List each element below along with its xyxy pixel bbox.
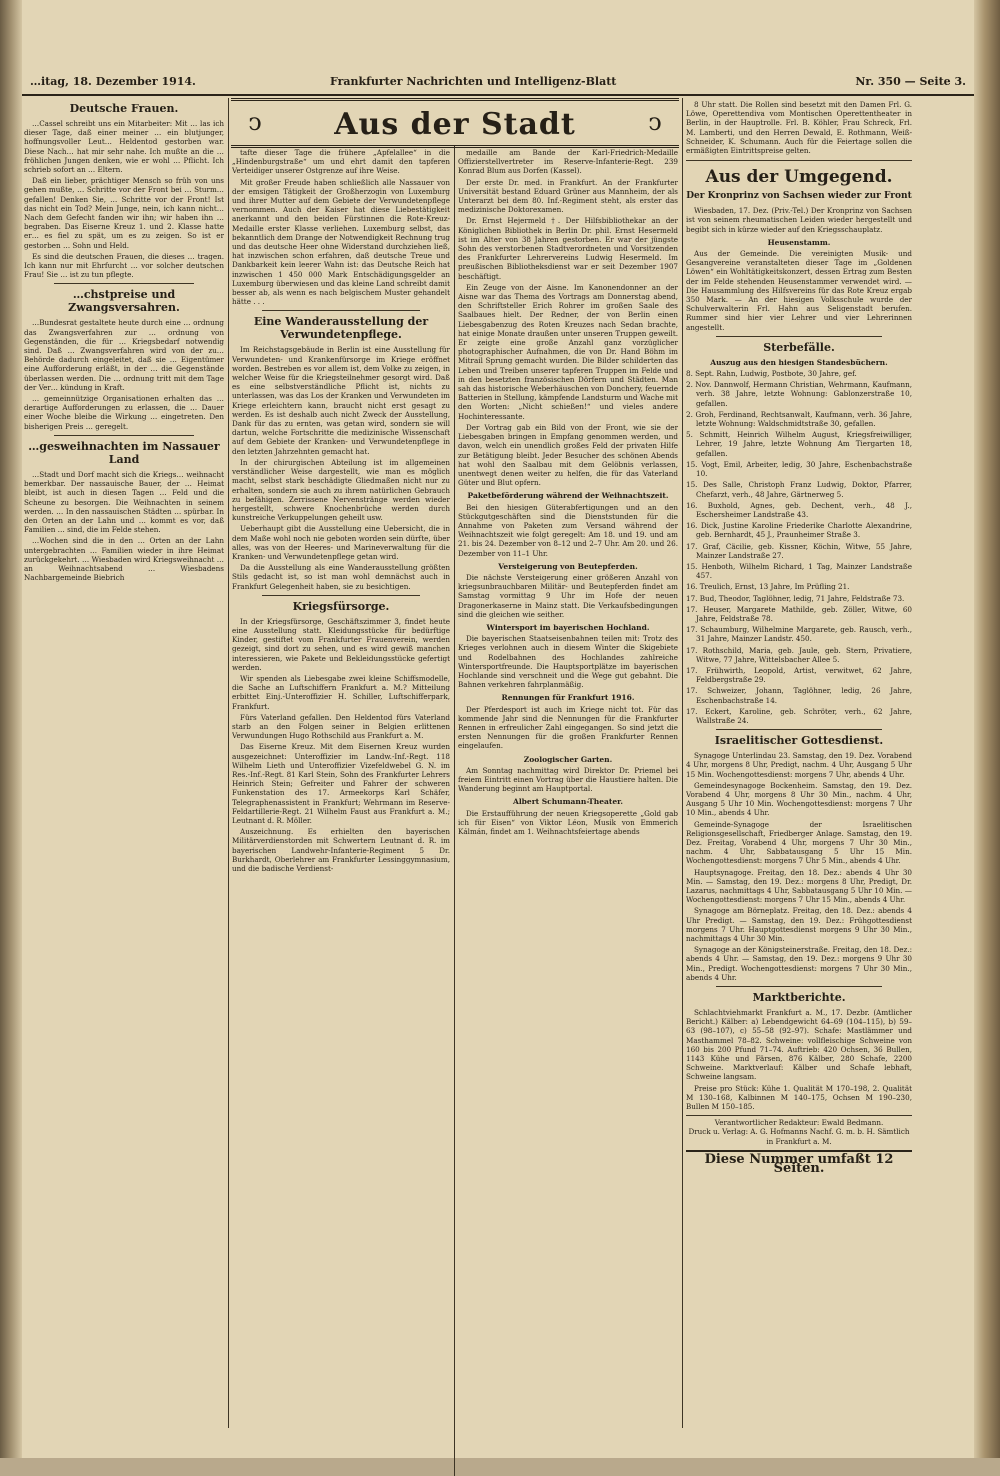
paragraph: Schlachtviehmarkt Frankfurt a. M., 17. Dezbr. (Amtlicher Bericht.) Kälber: a) Lebendgewicht 64–69 (104–115), b) 59–63 (98–107), c) 55–58 (92–97). Schafe: Mastlämmer und Masthammel 78–82. Schweine: vollfleischige Schweine von 160 bis 200 Pfund 71–74. Auftrieb: 420 Ochsen, 36 Bullen, 1143 Kühe und Färsen, 876 Kälber, 280 Schafe, 2200 Schweine. Marktverlauf: Kälber und Schafe lebhaft, Schweine langsam.	[686, 1008, 912, 1082]
death-entry: 16. Dick, Justine Karoline Friederike Charlotte Alexandrine, geb. Bernhardt, 45 J., Praunheimer Straße 3.	[686, 521, 912, 540]
subheading: Versteigerung von Beutepferden.	[498, 561, 638, 571]
paragraph: Da die Ausstellung als eine Wanderausstellung größten Stils gedacht ist, so ist man wohl demnächst auch in Frankfurt Gelegenheit haben, sie zu besichtigen.	[232, 563, 450, 591]
headline-wanderausstellung: Eine Wanderausstellung der Verwundetenpflege.	[253, 315, 429, 342]
paragraph: Im Reichstagsgebäude in Berlin ist eine Ausstellung für Verwundeten- und Krankenfürsorge im Kriege eröffnet worden. Bestreben es vor allem ist, dem Volke zu zeigen, in welcher Weise für die Kriegsteilnehmer gesorgt wird. Daß es eine selbstverständliche Pflicht ist, nichts zu unterlassen, was das Los der Kranken und Verwundeten im Kriege erleichtern kann, braucht nicht erst gesagt zu werden. Es ist deshalb auch nicht Zweck der Ausstellung, Dank für das zu ernten, was getan wird, sondern sie will dartun, welche Fortschritte die medizinische Wissenschaft auf dem Gebiete der Kranken- und Verwundetenpflege in den letzten Jahrzehnten gemacht hat.	[232, 345, 450, 456]
column-3	[458, 148, 678, 1410]
subheading: Rennungen für Frankfurt 1916.	[501, 693, 635, 703]
section-separator	[262, 310, 420, 311]
issue-date: …itag, 18. Dezember 1914.	[30, 75, 196, 88]
paragraph: Gemeinde-Synagoge der Israelitischen Religionsgesellschaft, Friedberger Anlage. Samstag, den 19. Dez. Freitag, Vorabend 4 Uhr, morgens 7 Uhr 30 Min., nachm. 4 Uhr, Sabbatausgang 5 Uhr 15 Min. Wochengottesdienst: morgens 7 Uhr 5 Min., abends 4 Uhr.	[686, 819, 912, 866]
section-separator	[54, 435, 194, 436]
death-entry: 2. Nov. Dannwolf, Hermann Christian, Wehrmann, Kaufmann, verh. 38 Jahre, letzte Wohnung: Gablonzerstraße 10, gefallen.	[686, 380, 912, 408]
headline-gottesdienst: Israelitischer Gottesdienst.	[714, 734, 884, 748]
death-entry: 16. Treulich, Ernst, 13 Jahre, Im Prüfling 21.	[686, 582, 850, 592]
death-entry: 17. Bud, Theodor, Taglöhner, ledig, 71 Jahre, Feldstraße 73.	[686, 593, 905, 603]
death-entry: 17. Schaumburg, Wilhelmine Margarete, geb. Rausch, verh., 31 Jahre, Mainzer Landstr. 450.	[686, 625, 912, 644]
paragraph: Auszeichnung. Es erhielten den bayerischen Militärverdienstorden mit Schwertern Leutnant d. R. im bayerischen Landwehr-Infanterie-Regiment 5 Dr. Burkhardt, Oberlehrer am Frankfurter Lessinggymnasium, und die badische Verdienst-	[232, 827, 450, 874]
paragraph: …Wochen sind die in den … Orten an der Lahn untergebrachten … Familien wieder in ihre Heimat zurückgekehrt. … Wiesbaden wird Kriegsweihnacht … an Weihnachtsabend … Wiesbadens Nachbargemeinde Biebrich	[24, 536, 224, 583]
paragraph: Wiesbaden, 17. Dez. (Priv.-Tel.) Der Kronprinz von Sachsen ist von seinem rheumatischen Leiden wieder hergestellt und begibt sich in kürze wieder auf den Kriegsschauplatz.	[686, 206, 912, 234]
section-separator	[716, 336, 882, 337]
section-separator	[262, 595, 420, 596]
death-entry: 5. Schmitt, Heinrich Wilhelm August, Kriegsfreiwilliger, Lehrer, 19 Jahre, letzte Wohnung Am Tiergarten 18, gefallen.	[686, 430, 912, 458]
subheadline: Der Kronprinz von Sachsen wieder zur Front	[686, 191, 912, 202]
column-rule	[682, 98, 683, 1428]
newspaper-name: Frankfurter Nachrichten und Intelligenz-Blatt	[330, 75, 617, 88]
section-separator	[54, 283, 194, 284]
paragraph: Daß ein lieber, prächtiger Mensch so früh von uns gehen mußte, … Schritte vor der Front bei … Sturm… gefallen! Denken Sie, … Schritte vor der Front! Ist das nicht ein Tod? Mein Junge, nein, ich kann nicht… Nach dem Gefecht fanden wir ihn; wir haben ihn … begraben. Das Eiserne Kreuz 1. und 2. Klasse hatte er… es fiel zu spät, um es zu zeigen. So ist er gestorben … Sohn und Held.	[24, 176, 224, 250]
ornament-icon: ↄ	[648, 108, 662, 136]
death-entry: 8. Sept. Rahn, Ludwig, Postbote, 30 Jahre, gef.	[686, 369, 857, 379]
death-entry: 17. Eckert, Karoline, geb. Schröter, verh., 62 Jahre, Wallstraße 24.	[686, 706, 912, 725]
header-rule	[22, 94, 974, 96]
column-rule	[454, 146, 455, 1476]
paragraph: 8 Uhr statt. Die Rollen sind besetzt mit den Damen Frl. G. Löwe, Operettendiva vom Montischen Operettentheater in Berlin, in der Hauptrolle. Frl. B. Köhler, Frau Schreck, Frl. M. Lamberti, und den Herren Dewald, E. Rothmann, Weiß-Schneider, K. Schumann. Auch für die Feiertage sollen die ermäßigten Eintrittspreise gelten.	[686, 100, 912, 156]
paragraph: Wir spenden als Liebesgabe zwei kleine Schiffsmodelle, die Sache an Luftschiffern Frankfurt a. M.? Mitteilung erbittet Einj.-Unteroffizier H. Schiller, Luftschifferpark, Frankfurt.	[232, 673, 450, 711]
column-4	[686, 100, 912, 1410]
paragraph: Bei den hiesigen Güterabfertigungen und an den Stückgutgeschäften sind die Dienststunden für die Annahme von Paketen zum Versand während der Weihnachtszeit wie folgt geregelt: Am 18. und 19. und am 21. bis 24. Dezember von 8–12 und 2–7 Uhr. Am 20. und 26. Dezember von 11–1 Uhr.	[458, 502, 678, 558]
paragraph: medaille am Bande der Karl-Friedrich-Medaille Offizierstellvertreter im Reserve-Infanterie-Regt. 239 Konrad Blum aus Dorfen (Kassel).	[458, 148, 678, 176]
headline-kriegsweihnachten: …gesweihnachten im Nassauer Land	[28, 439, 220, 466]
paragraph: Gemeindesynagoge Bockenheim. Samstag, den 19. Dez. Vorabend 4 Uhr, morgens 8 Uhr 30 Min., nachm. 4 Uhr, Ausgang 5 Uhr 10 Min. Wochengottesdienst: morgens 7 Uhr 10 Min., abends 4 Uhr.	[686, 780, 912, 818]
paragraph: Ein Zeuge von der Aisne. Im Kanonendonner an der Aisne war das Thema des Vortrags am Donnerstag abend, den Schriftsteller Erich Rohrer im großen Saale des Saalbaues hielt. Der Redner, der von Berlin einen Liebesgabenzug des Roten Kreuzes nach Sedan brachte, hat einige Monate draußen unter unseren Truppen geweilt. Er zeigte eine große Anzahl ganz vorzüglicher photographischer Aufnahmen, die von Dr. Hand Böhm im Mitrail Sprung gemacht wurden. Die Bilder schilderten das Leben und Treiben unserer tapferen Truppen im Felde und in den besetzten französischen Dörfern und Städten. Man sah das historische Weberhäuschen von Donchery, feuernde Batterien in Stellung, kämpfende Landsturm und Wache mit den Worten: „Nicht schießen!“ und vieles andere Hochinteressante.	[458, 282, 678, 421]
paragraph: Die nächste Versteigerung einer größeren Anzahl von kriegsunbrauchbaren Militär- und Beutepferden findet am Samstag vormittag 9 Uhr im Hofe der neuen Dragonerkaserne in Mainz statt. Die Verkaufsbedingungen sind die gleichen wie seither.	[458, 572, 678, 619]
paragraph: Ueberhaupt gibt die Ausstellung eine Uebersicht, die in dem Maße wohl noch nie geboten worden sein dürfte, über alles, was von der Heeres- und Marineverwaltung für die Kranken- und Verwundetenpflege getan wird.	[232, 524, 450, 561]
death-entry: 17. Schweizer, Johann, Taglöhner, ledig, 26 Jahre, Eschenbachstraße 14.	[686, 686, 912, 705]
column-rule	[228, 98, 229, 1428]
death-entry: 16. Buxhold, Agnes, geb. Dechent, verh., 48 J., Eschersheimer Landstraße 43.	[686, 500, 912, 519]
paragraph: Synagoge an der Königsteinerstraße. Freitag, den 18. Dez.: abends 4 Uhr. — Samstag, den 19. Dez.: morgens 9 Uhr 30 Min., Predigt. Wochengottesdienst: morgens 7 Uhr 30 Min., abends 4 Uhr.	[686, 945, 912, 982]
paragraph: Mit großer Freude haben schließlich alle Nassauer von der emsigen Tätigkeit der Großherzogin von Luxemburg und ihrer Mutter auf dem Gebiete der Verwundetenpflege vernommen. Auch der Kaiser hat diese Liebestätigkeit anerkannt und den beiden Fürstinnen die Rote-Kreuz-Medaille erster Klasse verliehen. Luxemburg selbst, das bekanntlich dem Drange der Notwendigkeit Rechnung trug und das deutsche Heer ohne Widerstand durchziehen ließ, hat inzwischen schon erfahren, daß deutsche Treue und Dankbarkeit kein leerer Wahn ist: das Deutsche Reich hat inzwischen 1 450 000 Mark Entschädigungsgelder an Luxemburg überwiesen und das kleine Land schreibt damit besser ab, als wenn es nach belgischem Muster gehandelt hätte . . .	[232, 177, 450, 307]
paragraph: In der chirurgischen Abteilung ist im allgemeinen verständlicher Weise dargestellt, wie man es möglich macht, selbst stark beschädigte Gliedmaßen nicht nur zu erhalten, sondern sie auch zu ihrem natürlichen Gebrauch zu befähigen. Zerrissene Nervenstränge werden wieder hergestellt, schwere Knochenbrüche werden durch kunstreiche Verkuppelungen geheilt usw.	[232, 457, 450, 523]
paragraph: In der Kriegsfürsorge, Geschäftszimmer 3, findet heute eine Ausstellung statt. Kleidungsstücke für bedürftige Kinder, gestiftet vom Frankfurter Frauenverein, werden gezeigt, sind dort zu sehen, und es wird gewiß manchen interessieren, wie Pakete und Bekleidungsstücke gefertigt werden.	[232, 616, 450, 672]
death-entry: 15. Henboth, Wilhelm Richard, 1 Tag, Mainzer Landstraße 457.	[686, 561, 912, 581]
paragraph: Die Erstaufführung der neuen Kriegsoperette „Gold gab ich für Eisen“ von Viktor Léon, Musik von Emmerich Kálmán, findet am 1. Weihnachtsfeiertage abends	[458, 808, 678, 837]
headline-hoechstpreise: …chstpreise und Zwangsversahren.	[68, 288, 180, 315]
subheading: Auszug aus den hiesigen Standesbüchern.	[710, 357, 888, 367]
section-separator	[716, 986, 882, 987]
paragraph: Dr. Ernst Hejermeld †. Der Hilfsbibliothekar an der Königlichen Bibliothek in Berlin Dr. phil. Ernst Hesermeld ist im Alter von 38 Jahren gestorben. Er war der jüngste Sohn des verstorbenen Stadtverordneten und Vorsitzenden des Frankfurter Lehrervereins Ludwig Hesermeld. Im preußischen Bibliotheksdienst war er seit Dezember 1907 beschäftigt.	[458, 216, 678, 281]
paragraph: tafte dieser Tage die frühere „Apfelallee“ in die „Hindenburgstraße“ um und ehrt damit den tapferen Verteidiger unserer Ostgrenze auf ihre Weise.	[232, 148, 450, 176]
binding-shadow-left	[0, 0, 22, 1458]
paragraph: …Bundesrat gestaltete heute durch eine … ordnung das Zwangsverfahren zur … ordnung von Gegenständen, die für … Kriegsbedarf notwendig sind. Daß … Zwangsverfahren wird von der zu… Behörde dadurch eingeleitet, daß sie … Eigentümer eine Aufforderung erläßt, in der … die Gegenstände überlassen werden. Die … ordnung tritt mit dem Tage der Ver… kündung in Kraft.	[24, 318, 224, 392]
paragraph: Am Sonntag nachmittag wird Direktor Dr. Priemel bei freiem Eintritt einen Vortrag über die Haustiere halten. Die Wanderung beginnt am Hauptportal.	[458, 765, 678, 794]
paragraph: …Stadt und Dorf macht sich die Kriegs… weihnacht bemerkbar. Der nassauische Bauer, der … Heimat bleibt, ist auch in diesen Tagen … Feld und die Scheune zu besorgen. Die Weihnachten in seinem werden. … In den nassauischen Städten … spürbar. In den Orten an der Lahn und … kommt es vor, daß Familien … sind, die im Felde stehen.	[24, 469, 224, 535]
paragraph: Synagoge am Börneplatz. Freitag, den 18. Dez.: abends 4 Uhr Predigt. — Samstag, den 19. Dez.: Frühgottesdienst morgens 7 Uhr. Hauptgottesdienst morgens 9 Uhr 30 Min., nachmittags 4 Uhr 30 Min.	[686, 906, 912, 944]
headline-aus-der-umgegend: Aus der Umgegend.	[705, 167, 893, 188]
headline-deutsche-frauen: Deutsche Frauen.	[69, 102, 179, 115]
subheading: Paketbeförderung während der Weihnachtszeit.	[467, 491, 669, 501]
page-number: Nr. 350 — Seite 3.	[855, 75, 966, 88]
subheading: Wintersport im bayerischen Hochland.	[486, 622, 650, 632]
section-separator	[716, 729, 882, 730]
paragraph: Das Eiserne Kreuz. Mit dem Eisernen Kreuz wurden ausgezeichnet: Unteroffizier im Landw.-Inf.-Regt. 118 Wilhelm Lieth und Unteroffizier Vizefeldwebel G. N. im Res.-Inf.-Regt. 81 Karl Stein, Sohn des Frankfurter Lehrers Heinrich Stein; Gefreiter und Fahrer der schweren Funkenstation des 17. Armeekorps Karl Schäfer, Telegraphenassistent in Frankfurt; Wehrmann im Reserve-Feldartillerie-Regt. 21 Wilhelm Faust aus Frankfurt a. M.; Leutnant d. R. Möller.	[232, 742, 450, 825]
section-title: Aus der Stadt	[334, 107, 576, 142]
death-entry: 2. Groh, Ferdinand, Rechtsanwalt, Kaufmann, verh. 36 Jahre, letzte Wohnung: Waldschmidtstraße 30, gefallen.	[686, 409, 912, 429]
section-masthead	[231, 98, 679, 148]
publisher-line: Druck u. Verlag: A. G. Hofmanns Nachf. G. m. b. H. Sämtlich in Frankfurt a. M.	[688, 1127, 910, 1146]
paragraph: Der Pferdesport ist auch im Kriege nicht tot. Für das kommende Jahr sind die Nennungen für die Frankfurter Rennen in erfreulicher Zahl eingegangen. So sind jetzt die ersten Nennungen für die großen Frankfurter Rennen eingelaufen.	[458, 704, 678, 751]
place-heading: Heusenstamm.	[767, 237, 831, 247]
paragraph: … gemeinnützige Organisationen erhalten das … derartige Aufforderungen zu erlassen, die … Dauer einer Woche bleibe die Wirkung … eingetreten. Den bisherigen Preis … geregelt.	[24, 394, 224, 431]
running-head	[22, 72, 974, 94]
death-entry: 17. Frühwirth, Leopold, Artist, verwitwet, 62 Jahre, Feldbergstraße 29.	[686, 665, 912, 685]
death-entry: 17. Rothschild, Maria, geb. Jaule, geb. Stern, Privatiere, Witwe, 77 Jahre, Wittelsbacher Allee 5.	[686, 645, 912, 664]
paragraph: Es sind die deutschen Frauen, die dieses … tragen. Ich kann nur mit Ehrfurcht … vor solcher deutschen Frau! Sie … ist zu tun pflegte.	[24, 251, 224, 280]
paragraph: …Cassel schreibt uns ein Mitarbeiter: Mit … las ich dieser Tage, daß einer meiner … ein blutjunger, hoffnungsvoller Leut… Heldentod gestorben war. Diese Nach… hat mir sehr nahe. Ich mußte an die … fröhlichen Jungen denken, wie er wohl … Pflicht. Ich schrieb sofort an … Eltern.	[24, 119, 224, 175]
death-entry: 15. Vogt, Emil, Arbeiter, ledig, 30 Jahre, Eschenbachstraße 10.	[686, 459, 912, 479]
editor-line: Verantwortlicher Redakteur: Ewald Bedmann.	[714, 1118, 884, 1128]
subheading: Albert Schumann-Theater.	[513, 797, 623, 807]
headline-marktberichte: Marktberichte.	[752, 991, 846, 1005]
paragraph: Der Vortrag gab ein Bild von der Front, wie sie der Liebesgaben bringen in Empfang genommen werden, und davon, welch ein unendlich großes Feld der privaten Hilfe zur Betätigung bleibt. Jeder Besucher des schönen Abends hat wohl den Saalbau mit dem Gelöbnis verlassen, unentwegt denen weiter zu helfen, die für das Vaterland Güter und Blut opfern.	[458, 422, 678, 488]
section-separator	[686, 160, 912, 161]
death-entry: 15. Des Salle, Christoph Franz Ludwig, Doktor, Pfarrer, Chefarzt, verh., 48 Jahre, Gärtnerweg 5.	[686, 480, 912, 499]
column-2	[232, 148, 450, 1410]
paragraph: Hauptsynagoge. Freitag, den 18. Dez.: abends 4 Uhr 30 Min. — Samstag, den 19. Dez.: morgens 8 Uhr, Predigt, Dr. Lazarus, nachmittags 4 Uhr, Sabbatausgang 5 Uhr 10 Min. — Wochengottesdienst: morgens 7 Uhr 15 Min., abends 4 Uhr.	[686, 867, 912, 905]
binding-shadow-right	[974, 0, 1000, 1458]
headline-sterbefaelle: Sterbefälle.	[763, 340, 835, 354]
deaths-list	[686, 369, 912, 725]
headline-kriegsfuersorge: Kriegsfürsorge.	[292, 599, 390, 613]
paragraph: Fürs Vaterland gefallen. Den Heldentod fürs Vaterland starb an den Folgen seiner in Belgien erlittenen Verwundungen Hugo Rothschild aus Frankfurt a. M.	[232, 712, 450, 741]
imprint	[686, 1115, 912, 1146]
page-count-note: Diese Nummer umfaßt 12 Seiten.	[686, 1150, 912, 1173]
death-entry: 17. Heuser, Margarete Mathilde, geb. Zöller, Witwe, 60 Jahre, Feldstraße 78.	[686, 604, 912, 623]
paragraph: Preise pro Stück: Kühe 1. Qualität M 170–198, 2. Qualität M 130–168, Kalbinnen M 140–175, Ochsen M 190–230, Bullen M 150–185.	[686, 1083, 912, 1112]
death-entry: 17. Graf, Cäcilie, geb. Kissner, Köchin, Witwe, 55 Jahre, Mainzer Landstraße 27.	[686, 541, 912, 560]
subheading: Zoologischer Garten.	[523, 754, 613, 764]
ornament-icon: ↄ	[248, 108, 262, 136]
paragraph: Aus der Gemeinde. Die vereinigten Musik- und Gesangvereine veranstalteten dieser Tage im „Goldenen Löwen“ ein Wohltätigkeitskonzert, dessen Ertrag zum Besten der im Felde stehenden Heusenstammer verwendet wird. — Die Hausammlung des Hilfsvereins für das Rote Kreuz ergab 350 Mark. — An der hiesigen Volksschule wurde der Schulverwalterin Frl. Hahn aus Seligenstadt berufen. Rummer sind hier vier Lehrer und vier Lehrerinnen angestellt.	[686, 249, 912, 332]
paragraph: Synagoge Unterlindau 23. Samstag, den 19. Dez. Vorabend 4 Uhr, morgens 8 Uhr, Predigt, nachm. 4 Uhr, Ausgang 5 Uhr 15 Min. Wochengottesdienst: morgens 7 Uhr, abends 4 Uhr.	[686, 751, 912, 779]
paragraph: Die bayerischen Staatseisenbahnen teilen mit: Trotz des Krieges verlohnen auch in diesem Winter die Skigebiete und Rodelbahnen des Hochlandes zahlreiche Wintersportfreunde. Die Hauptsportplätze im bayerischen Hochlande sind verschneit und die Wege gut gebahnt. Die Bahnen verkehren fahrplanmäßig.	[458, 634, 678, 690]
paragraph: Der erste Dr. med. in Frankfurt. An der Frankfurter Universität bestand Eduard Grüner aus Mannheim, der als Unterarzt bei dem 80. Inf.-Regiment steht, als erster das medizinische Doktorexamen.	[458, 177, 678, 215]
column-1	[24, 100, 224, 1410]
